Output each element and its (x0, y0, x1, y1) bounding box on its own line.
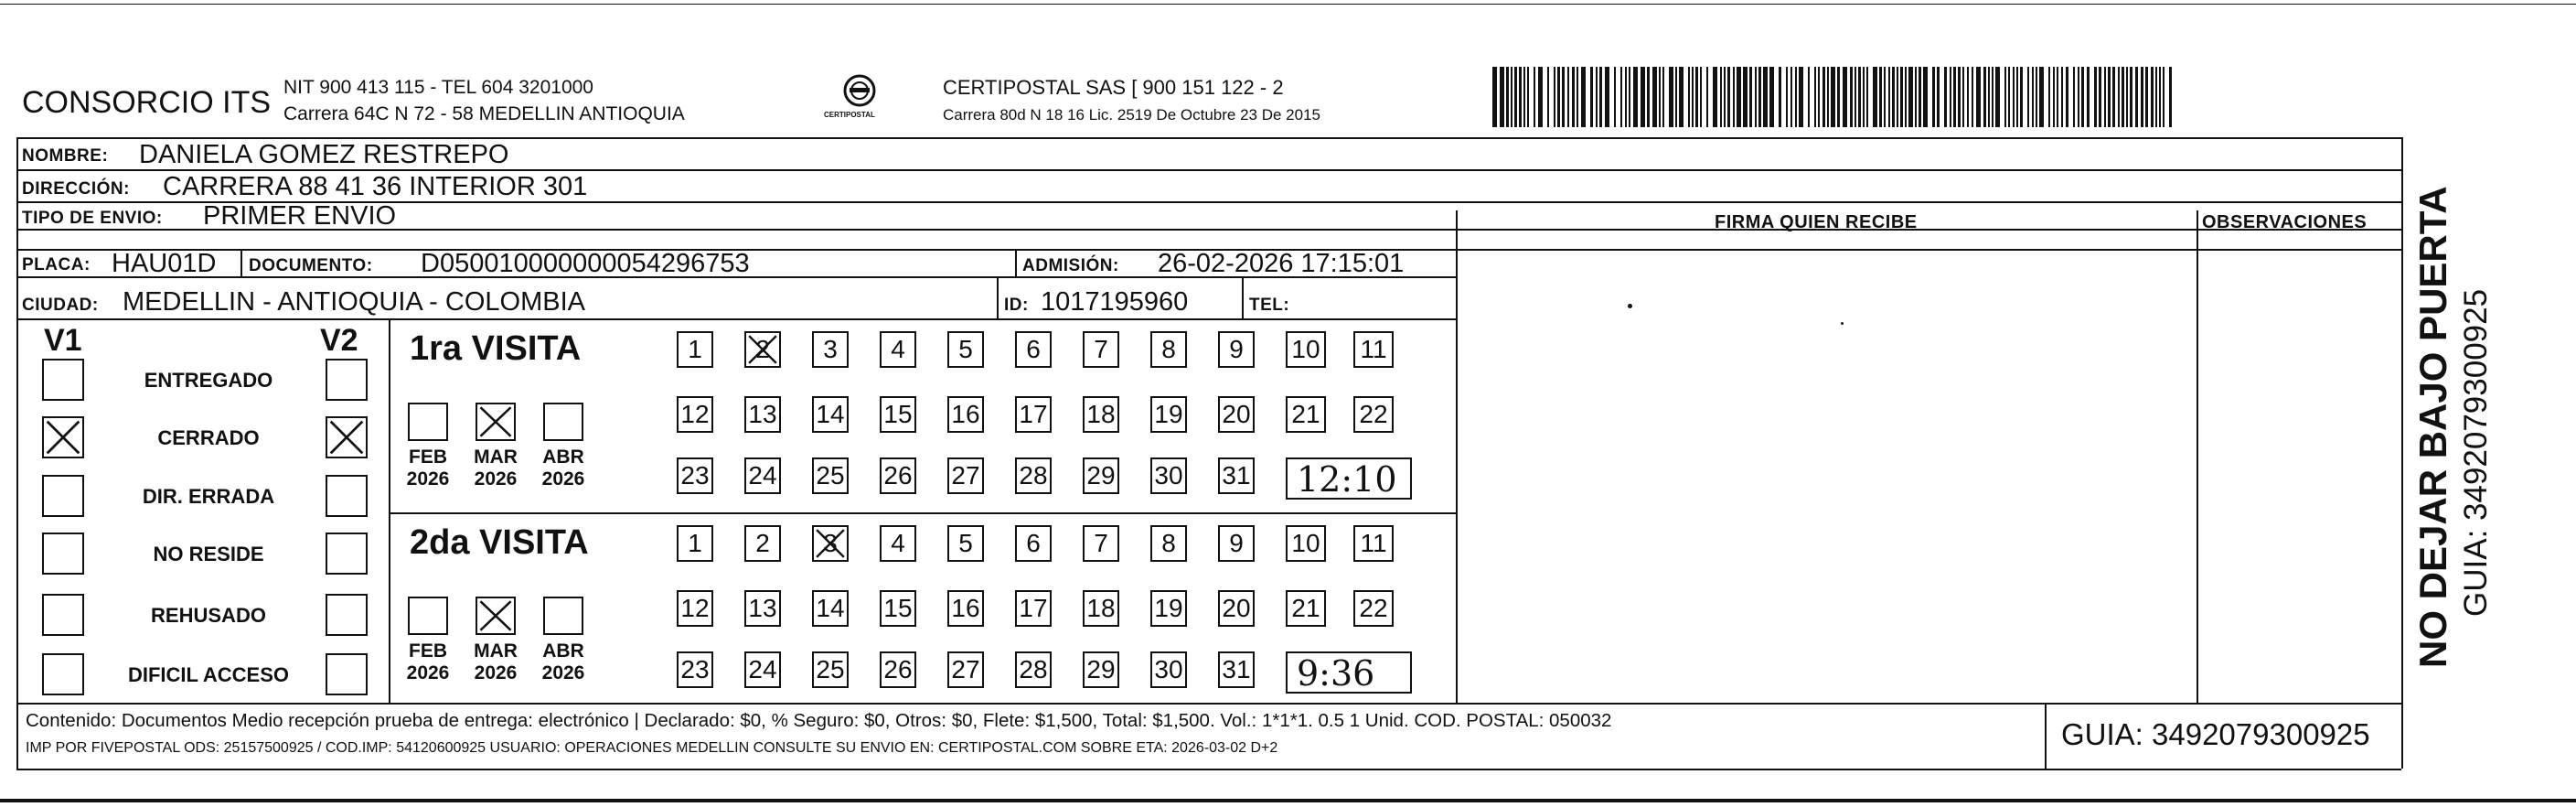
status-v1-checkbox[interactable] (42, 475, 84, 517)
month-label: MAR (474, 447, 518, 468)
ciudad-value: MEDELLIN - ANTIOQUIA - COLOMBIA (123, 287, 585, 317)
day-box[interactable] (1083, 525, 1119, 562)
day-number: 27 (951, 655, 980, 683)
day-number: 24 (748, 461, 777, 490)
side-guia: GUIA: 3492079300925 (2458, 288, 2494, 617)
day-number: 16 (951, 400, 980, 428)
month-label: ABR (542, 447, 584, 468)
month-year: 2026 (406, 468, 450, 490)
status-v2-checkbox[interactable] (326, 475, 368, 517)
month-year: 2026 (406, 662, 450, 683)
day-box[interactable] (1083, 651, 1119, 688)
day-box[interactable] (947, 331, 984, 368)
tipo-envio-value: PRIMER ENVIO (203, 201, 397, 231)
day-number: 15 (883, 594, 913, 622)
day-number: 20 (1222, 400, 1251, 428)
day-number: 21 (1291, 594, 1320, 622)
day-number: 25 (816, 655, 845, 683)
placa-label: PLACA: (22, 255, 91, 274)
status-v1-checkbox[interactable] (42, 533, 84, 575)
day-box[interactable] (1286, 396, 1326, 433)
x-mark (814, 527, 847, 560)
day-number: 14 (816, 594, 845, 622)
table-line (997, 276, 999, 318)
x-mark-icon (44, 418, 82, 457)
day-number: 20 (1222, 594, 1251, 622)
day-number: 11 (1360, 335, 1387, 363)
month-year: 2026 (541, 468, 585, 490)
day-number: 8 (1161, 335, 1176, 363)
status-v1-checkbox[interactable] (42, 594, 84, 636)
side-warning-block (2411, 174, 2576, 668)
day-number: 18 (1086, 594, 1116, 622)
day-box[interactable] (880, 457, 916, 494)
admision-label: ADMISIÓN: (1022, 256, 1119, 275)
day-box[interactable] (1083, 331, 1119, 368)
status-v2-checkbox[interactable] (326, 533, 368, 575)
table-line (1456, 249, 2401, 251)
day-number: 10 (1291, 335, 1320, 363)
side-warning: NO DEJAR BAJO PUERTA (2411, 186, 2454, 668)
day-box[interactable] (812, 525, 849, 562)
day-box[interactable] (880, 590, 916, 627)
day-box[interactable] (812, 651, 849, 688)
month-label: ABR (542, 640, 584, 662)
certipostal-logo-icon (818, 71, 901, 128)
day-number: 21 (1291, 400, 1320, 428)
day-box[interactable] (677, 396, 713, 433)
visit-title: 2da VISITA (410, 523, 589, 562)
placa-value: HAU01D (112, 249, 217, 278)
day-number: 22 (1359, 594, 1388, 622)
day-box[interactable] (812, 396, 849, 433)
day-number: 6 (1026, 529, 1041, 557)
day-number: 28 (1019, 655, 1048, 683)
day-number: 17 (1019, 594, 1048, 622)
day-box[interactable] (1083, 457, 1119, 494)
day-number: 3 (823, 529, 838, 557)
table-line (240, 249, 242, 276)
day-number: 16 (951, 594, 980, 622)
tipo-envio-label: TIPO DE ENVIO: (22, 209, 163, 228)
day-box[interactable] (1286, 331, 1326, 368)
table-line (16, 703, 2401, 705)
day-box[interactable] (744, 396, 781, 433)
day-number: 26 (883, 461, 913, 490)
day-number: 3 (823, 335, 838, 363)
status-label: DIR. ERRADA (142, 485, 275, 508)
day-box[interactable] (1353, 525, 1394, 562)
day-box[interactable] (1286, 590, 1326, 627)
day-box[interactable] (1150, 396, 1187, 433)
day-number: 15 (883, 400, 913, 428)
table-line (16, 137, 2401, 139)
guia-footer: GUIA: 3492079300925 (2061, 717, 2370, 751)
nit-line: NIT 900 413 115 - TEL 604 3201000 (283, 77, 593, 98)
table-line (2401, 137, 2403, 769)
status-label: NO RESIDE (153, 543, 264, 565)
table-line (1015, 249, 1017, 276)
contenido-line: Contenido: Documentos Medio recepción prueba de entrega: electrónico | Declarado: $0, % Seguro: $0, Otros: $0, Flete: $1,500, Total: $1,500. Vol.: 1*1*1. 0.5 1 Unid. COD. POSTAL: 050032 (26, 710, 1612, 731)
company-name: CONSORCIO ITS (22, 85, 272, 120)
day-number: 4 (891, 335, 905, 363)
documento-value: D050010000000054296753 (421, 249, 750, 278)
visit-title: 1ra VISITA (410, 329, 582, 368)
day-box[interactable] (1083, 590, 1119, 627)
day-number: 8 (1161, 529, 1176, 557)
month-checkbox[interactable] (476, 403, 516, 441)
day-number: 13 (748, 594, 777, 622)
day-number: 30 (1154, 655, 1183, 683)
x-mark-icon (477, 598, 514, 633)
day-number: 19 (1154, 594, 1183, 622)
nombre-value: DANIELA GOMEZ RESTREPO (139, 140, 509, 169)
day-box[interactable] (880, 331, 916, 368)
day-number: 2 (755, 529, 770, 557)
day-box[interactable] (947, 396, 984, 433)
day-number: 27 (951, 461, 980, 490)
day-box[interactable] (947, 457, 984, 494)
day-number: 5 (958, 335, 973, 363)
tel-label: TEL: (1249, 296, 1290, 315)
day-box[interactable] (1353, 590, 1394, 627)
status-v2-checkbox[interactable] (326, 653, 368, 695)
status-v1-checkbox[interactable] (42, 416, 84, 458)
day-box[interactable] (677, 590, 713, 627)
visit-time: 9:36 (1297, 653, 1375, 694)
day-number: 31 (1222, 655, 1251, 683)
barcode-bars (1492, 67, 2180, 127)
certipostal-line-1: CERTIPOSTAL SAS [ 900 151 122 - 2 (943, 76, 1284, 99)
day-box[interactable] (1150, 651, 1187, 688)
day-box[interactable] (1218, 590, 1255, 627)
month-label: MAR (474, 640, 518, 662)
status-v1-checkbox[interactable] (42, 653, 84, 695)
day-number: 31 (1222, 461, 1251, 490)
status-label: ENTREGADO (144, 369, 273, 392)
status-label: DIFICIL ACCESO (127, 663, 289, 686)
day-box[interactable] (744, 525, 781, 562)
table-line (389, 318, 390, 703)
day-box[interactable] (1286, 525, 1326, 562)
day-box[interactable] (947, 525, 984, 562)
x-mark (746, 333, 779, 366)
day-box[interactable] (1218, 331, 1255, 368)
day-number: 9 (1229, 529, 1244, 557)
day-box[interactable] (1015, 651, 1052, 688)
day-number: 26 (883, 655, 913, 683)
day-number: 12 (680, 400, 710, 428)
id-value: 1017195960 (1041, 287, 1189, 317)
month-year: 2026 (474, 662, 518, 683)
day-box[interactable] (1015, 590, 1052, 627)
day-box[interactable] (1015, 457, 1052, 494)
certipostal-line-2: Carrera 80d N 18 16 Lic. 2519 De Octubre 23 De 2015 (943, 106, 1320, 124)
day-box[interactable] (947, 590, 984, 627)
day-box[interactable] (1218, 525, 1255, 562)
day-box[interactable] (1218, 457, 1255, 494)
day-box[interactable] (744, 590, 781, 627)
documento-label: DOCUMENTO: (249, 256, 373, 275)
signature-mark (1628, 304, 1632, 308)
day-number: 23 (680, 461, 710, 490)
day-number: 4 (891, 529, 905, 557)
nombre-label: NOMBRE: (22, 146, 109, 166)
x-mark-icon (327, 418, 366, 457)
status-v1-checkbox[interactable] (42, 359, 84, 401)
signature-mark (1841, 322, 1844, 325)
day-number: 1 (688, 335, 702, 363)
day-box[interactable] (744, 457, 781, 494)
day-number: 6 (1026, 335, 1041, 363)
day-box[interactable] (1150, 457, 1187, 494)
day-box[interactable] (1218, 651, 1255, 688)
day-box[interactable] (880, 396, 916, 433)
table-line (16, 169, 2401, 171)
day-number: 14 (816, 400, 845, 428)
day-box[interactable] (880, 525, 916, 562)
day-number: 24 (748, 655, 777, 683)
table-line (2045, 703, 2047, 769)
status-v2-checkbox[interactable] (326, 359, 368, 401)
day-number: 30 (1154, 461, 1183, 490)
month-year: 2026 (474, 468, 518, 490)
day-number: 2 (755, 335, 770, 363)
day-box[interactable] (947, 651, 984, 688)
day-box[interactable] (1353, 331, 1394, 368)
day-box[interactable] (677, 457, 713, 494)
day-number: 9 (1229, 335, 1244, 363)
status-label: CERRADO (157, 426, 260, 449)
day-box[interactable] (744, 651, 781, 688)
day-number: 7 (1094, 529, 1108, 557)
day-box[interactable] (1150, 331, 1187, 368)
x-mark-icon (477, 404, 514, 439)
day-box[interactable] (1218, 396, 1255, 433)
day-number: 11 (1360, 529, 1387, 557)
month-checkbox[interactable] (408, 597, 448, 635)
table-line (2197, 210, 2198, 703)
day-number: 23 (680, 655, 710, 683)
month-checkbox[interactable] (408, 403, 448, 441)
x-mark-icon (746, 333, 779, 366)
observaciones-header: OBSERVACIONES (2202, 212, 2368, 232)
visit-time-box[interactable] (1286, 457, 1412, 500)
certipostal-logo (818, 71, 901, 128)
barcode-icon (1492, 67, 2180, 127)
day-box[interactable] (1015, 525, 1052, 562)
day-number: 25 (816, 461, 845, 490)
table-line (16, 318, 1456, 320)
status-v2-checkbox[interactable] (326, 416, 368, 458)
table-line (1456, 210, 1458, 703)
x-mark-icon (814, 527, 847, 560)
ciudad-label: CIUDAD: (22, 296, 99, 315)
day-number: 22 (1359, 400, 1388, 428)
status-v2-checkbox[interactable] (326, 594, 368, 636)
month-year: 2026 (541, 662, 585, 683)
day-box[interactable] (744, 331, 781, 368)
day-number: 18 (1086, 400, 1116, 428)
month-label: FEB (409, 447, 447, 468)
day-number: 29 (1086, 655, 1116, 683)
imp-line: IMP POR FIVEPOSTAL ODS: 25157500925 / COD.IMP: 54120600925 USUARIO: OPERACIONES MEDELLIN CONSULTE SU ENVIO EN: CERTIPOSTAL.COM SOBRE ETA: 2026-03-02 D+2 (26, 740, 1278, 756)
company-address: Carrera 64C N 72 - 58 MEDELLIN ANTIOQUIA (283, 103, 685, 124)
day-box[interactable] (1150, 590, 1187, 627)
day-box[interactable] (812, 331, 849, 368)
day-box[interactable] (812, 457, 849, 494)
day-box[interactable] (1083, 396, 1119, 433)
v2-label: V2 (320, 323, 358, 358)
month-checkbox[interactable] (543, 597, 583, 635)
day-number: 28 (1019, 461, 1048, 490)
month-label: FEB (409, 640, 447, 662)
day-box[interactable] (812, 590, 849, 627)
id-label: ID: (1004, 296, 1029, 315)
day-number: 19 (1154, 400, 1183, 428)
bottom-border (0, 799, 2576, 802)
day-number: 5 (958, 529, 973, 557)
day-number: 17 (1019, 400, 1048, 428)
v1-label: V1 (44, 323, 82, 358)
table-line (389, 512, 1456, 514)
day-number: 1 (688, 529, 702, 557)
table-line (1242, 276, 1244, 318)
top-border (0, 4, 2576, 5)
day-number: 12 (680, 594, 710, 622)
firma-header: FIRMA QUIEN RECIBE (1715, 212, 1918, 232)
day-box[interactable] (1150, 525, 1187, 562)
day-number: 10 (1291, 529, 1320, 557)
day-box[interactable] (677, 331, 713, 368)
visit-time: 12:10 (1297, 459, 1397, 500)
table-line (16, 769, 2401, 770)
day-box[interactable] (1015, 331, 1052, 368)
direccion-value: CARRERA 88 41 36 INTERIOR 301 (163, 172, 588, 201)
day-number: 7 (1094, 335, 1108, 363)
direccion-label: DIRECCIÓN: (22, 179, 130, 199)
day-box[interactable] (677, 651, 713, 688)
admision-value: 26-02-2026 17:15:01 (1158, 249, 1405, 278)
month-checkbox[interactable] (476, 597, 516, 635)
certipostal-logo-text: CERTIPOSTAL (824, 111, 875, 119)
day-box[interactable] (1353, 396, 1394, 433)
day-box[interactable] (1015, 396, 1052, 433)
day-number: 13 (748, 400, 777, 428)
day-box[interactable] (677, 525, 713, 562)
month-checkbox[interactable] (543, 403, 583, 441)
status-label: REHUSADO (151, 604, 266, 627)
day-number: 29 (1086, 461, 1116, 490)
day-box[interactable] (880, 651, 916, 688)
visit-time-box[interactable] (1286, 651, 1412, 694)
table-line (16, 137, 18, 769)
